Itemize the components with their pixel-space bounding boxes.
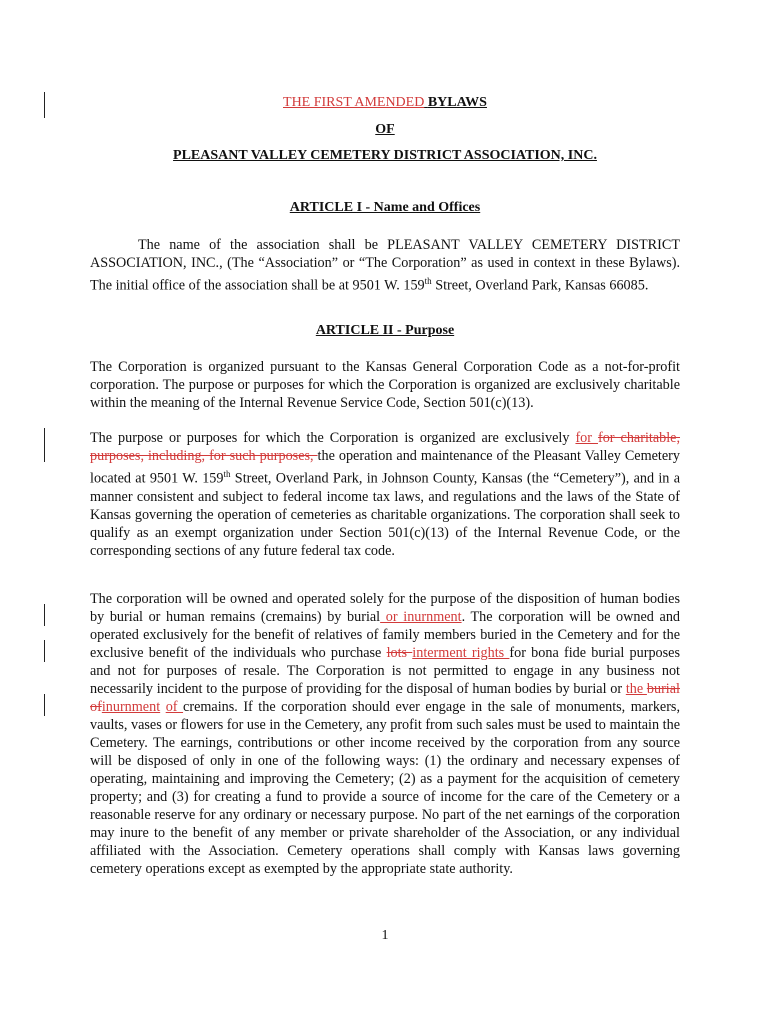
page-number: 1	[381, 928, 389, 943]
change-bar	[44, 640, 45, 662]
deleted-text: burial of	[90, 681, 680, 715]
superscript: th	[223, 469, 231, 479]
article-1-heading: ARTICLE I - Name and Offices	[289, 200, 481, 215]
p3-text-e: cremains. If the corporation should ever engage in the sale of monuments, markers, vaults, vases or flowers for use in the Cemetery, any profit from such sales must be used to maintain the Cemetery. The earnings, contributions or other income received by the corporation from any source will be disposed of only in one of the following ways: (1) the ordinary and necessary expenses of operating, maintaining and improving the Cemetery; (2) as a payment for the acquisition of cemetery property; and (3) for creating a fund to provide a source of income for the care of the Cemetery or a reasonable reserve for any ordinary or necessary purpose. No part of the net earnings of the corporation may inure to the benefit of any member or private shareholder of the Association, or any individual affiliated with the Association. Cemetery operations shall comply with Kansas laws governing cemetery operations except as exempted by the appropriate state authority.	[90, 699, 681, 877]
inserted-text: THE FIRST AMENDED	[283, 95, 425, 110]
p2-text-b: the operation and maintenance of the Pleasant Valley Cemetery located at 9501 W. 159	[90, 448, 680, 487]
p3-text-a: The corporation will be owned and operated solely for the purpose of the disposition of human bodies by burial or human remains (cremains) by burial	[90, 591, 680, 625]
organization-name: PLEASANT VALLEY CEMETERY DISTRICT ASSOCIATION, INC.	[173, 148, 597, 163]
article-2-paragraph-3	[90, 590, 680, 878]
article-1-paragraph	[90, 236, 680, 295]
article-1-text-a: The name of the association shall be PLEASANT VALLEY CEMETERY DISTRICT ASSOCIATION, INC., (The “Association” or “The Corporation” as used in context in these Bylaws). The initial office of the association shall be at 9501 W. 159	[90, 237, 680, 294]
p2-text-c: Street, Overland Park, in Johnson County, Kansas (the “Cemetery”), and in a manner consistent and subject to federal income tax laws, and regulations and the laws of the State of Kansas governing the operation of cemeteries as charitable organizations. The corporation shall seek to qualify as an exempt organization under Section 501(c)(13) of the Internal Revenue Code, or the corresponding sections of any future federal tax code.	[90, 470, 680, 559]
inserted-text: for	[575, 430, 598, 446]
inserted-text: of	[165, 699, 184, 715]
deleted-text: lots	[386, 645, 413, 661]
superscript: th	[424, 276, 432, 286]
inserted-text: inurnment	[101, 699, 161, 715]
article-2-paragraph-2	[90, 429, 680, 560]
document-title	[0, 95, 770, 111]
inserted-text: the	[625, 681, 647, 697]
article-1-text-b: Street, Overland Park, Kansas 66085.	[431, 277, 649, 294]
inserted-text: or inurnment	[380, 609, 462, 625]
title-of: OF	[375, 122, 395, 137]
change-bar	[44, 604, 45, 626]
p3-text-b: . The corporation will be owned and operated exclusively for the benefit of relatives of family members buried in the Cemetery and for the exclusive benefit of the individuals who purchase	[90, 609, 681, 661]
change-bar	[44, 428, 45, 462]
p3-text-c: for bona fide burial purposes and not for purposes of resale. The Corporation is not permitted to engage in any business not necessarily incident to the purpose of providing for the disposal of human bodies by burial or	[90, 645, 680, 697]
deleted-text: for charitable, purposes, including, for such purposes,	[90, 430, 681, 464]
inserted-text: interment rights	[412, 645, 510, 661]
article-2-heading: ARTICLE II - Purpose	[315, 323, 455, 338]
p2-text-a: The purpose or purposes for which the Corporation is organized are exclusively	[90, 430, 576, 446]
change-bar	[44, 694, 45, 716]
title-bylaws: BYLAWS	[427, 95, 487, 110]
article-2-paragraph-1: The Corporation is organized pursuant to the Kansas General Corporation Code as a not-for-profit corporation. The purpose or purposes for which the Corporation is organized are exclusively charitable within the meaning of the Internal Revenue Service Code, Section 501(c)(13).	[90, 359, 680, 411]
